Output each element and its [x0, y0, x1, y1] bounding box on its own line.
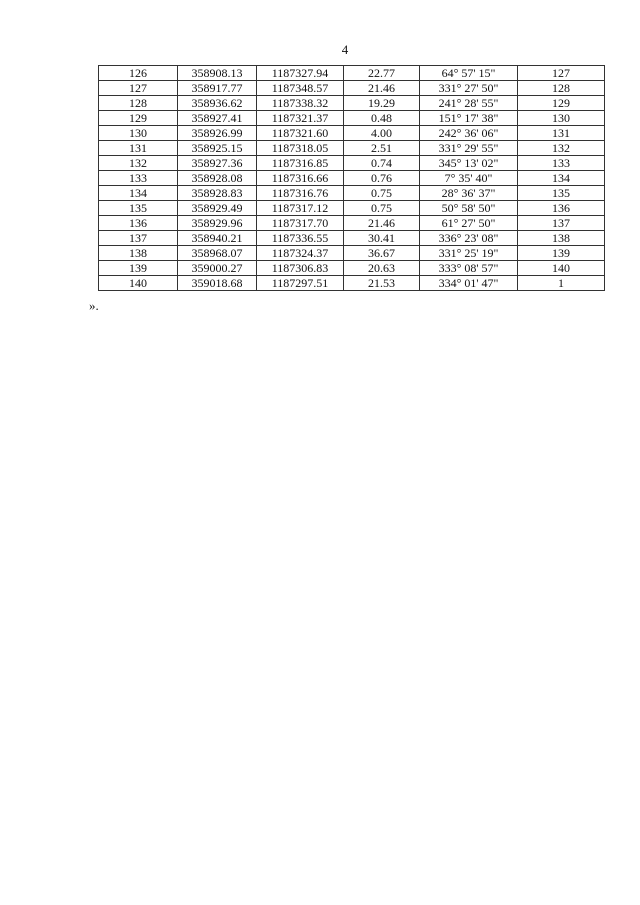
x-coordinate-cell: 358927.41 — [178, 111, 257, 126]
next-point-cell: 134 — [518, 171, 605, 186]
next-point-cell: 133 — [518, 156, 605, 171]
table-row — [99, 276, 605, 291]
y-coordinate-cell: 1187316.85 — [257, 156, 344, 171]
distance-cell: 0.75 — [344, 186, 420, 201]
next-point-cell: 130 — [518, 111, 605, 126]
y-coordinate-cell: 1187324.37 — [257, 246, 344, 261]
distance-cell: 22.77 — [344, 66, 420, 81]
y-coordinate-cell: 1187318.05 — [257, 141, 344, 156]
x-coordinate-cell: 358908.13 — [178, 66, 257, 81]
point-number-cell: 128 — [99, 96, 178, 111]
table-row — [99, 96, 605, 111]
next-point-cell: 135 — [518, 186, 605, 201]
x-coordinate-cell: 358925.15 — [178, 141, 257, 156]
table-row — [99, 126, 605, 141]
bearing-cell: 28° 36' 37" — [420, 186, 518, 201]
table-row — [99, 261, 605, 276]
point-number-cell: 132 — [99, 156, 178, 171]
next-point-cell: 129 — [518, 96, 605, 111]
bearing-cell: 334° 01' 47" — [420, 276, 518, 291]
bearing-cell: 50° 58' 50" — [420, 201, 518, 216]
y-coordinate-cell: 1187336.55 — [257, 231, 344, 246]
y-coordinate-cell: 1187327.94 — [257, 66, 344, 81]
point-number-cell: 136 — [99, 216, 178, 231]
y-coordinate-cell: 1187317.70 — [257, 216, 344, 231]
x-coordinate-cell: 358917.77 — [178, 81, 257, 96]
bearing-cell: 7° 35' 40" — [420, 171, 518, 186]
table-row — [99, 246, 605, 261]
x-coordinate-cell: 358928.83 — [178, 186, 257, 201]
next-point-cell: 131 — [518, 126, 605, 141]
point-number-cell: 137 — [99, 231, 178, 246]
y-coordinate-cell: 1187297.51 — [257, 276, 344, 291]
point-number-cell: 140 — [99, 276, 178, 291]
bearing-cell: 61° 27' 50" — [420, 216, 518, 231]
distance-cell: 20.63 — [344, 261, 420, 276]
distance-cell: 0.74 — [344, 156, 420, 171]
table-row — [99, 141, 605, 156]
x-coordinate-cell: 358929.96 — [178, 216, 257, 231]
coordinates-table-body — [99, 66, 605, 291]
y-coordinate-cell: 1187306.83 — [257, 261, 344, 276]
table-row — [99, 216, 605, 231]
next-point-cell: 128 — [518, 81, 605, 96]
table-row — [99, 186, 605, 201]
distance-cell: 21.53 — [344, 276, 420, 291]
table-row — [99, 156, 605, 171]
y-coordinate-cell: 1187317.12 — [257, 201, 344, 216]
next-point-cell: 132 — [518, 141, 605, 156]
next-point-cell: 138 — [518, 231, 605, 246]
point-number-cell: 139 — [99, 261, 178, 276]
x-coordinate-cell: 358927.36 — [178, 156, 257, 171]
distance-cell: 2.51 — [344, 141, 420, 156]
point-number-cell: 135 — [99, 201, 178, 216]
table-row — [99, 66, 605, 81]
next-point-cell: 136 — [518, 201, 605, 216]
bearing-cell: 331° 27' 50" — [420, 81, 518, 96]
point-number-cell: 126 — [99, 66, 178, 81]
point-number-cell: 138 — [99, 246, 178, 261]
distance-cell: 4.00 — [344, 126, 420, 141]
point-number-cell: 127 — [99, 81, 178, 96]
x-coordinate-cell: 358940.21 — [178, 231, 257, 246]
y-coordinate-cell: 1187348.57 — [257, 81, 344, 96]
closing-quote-mark: ». — [89, 298, 99, 313]
x-coordinate-cell: 358926.99 — [178, 126, 257, 141]
bearing-cell: 331° 29' 55" — [420, 141, 518, 156]
y-coordinate-cell: 1187316.76 — [257, 186, 344, 201]
bearing-cell: 64° 57' 15" — [420, 66, 518, 81]
table-row — [99, 81, 605, 96]
distance-cell: 0.76 — [344, 171, 420, 186]
x-coordinate-cell: 358929.49 — [178, 201, 257, 216]
y-coordinate-cell: 1187321.60 — [257, 126, 344, 141]
next-point-cell: 139 — [518, 246, 605, 261]
distance-cell: 0.75 — [344, 201, 420, 216]
next-point-cell: 1 — [518, 276, 605, 291]
coordinates-table — [98, 65, 605, 291]
x-coordinate-cell: 359018.68 — [178, 276, 257, 291]
table-row — [99, 201, 605, 216]
x-coordinate-cell: 358968.07 — [178, 246, 257, 261]
bearing-cell: 151° 17' 38" — [420, 111, 518, 126]
point-number-cell: 129 — [99, 111, 178, 126]
y-coordinate-cell: 1187321.37 — [257, 111, 344, 126]
distance-cell: 36.67 — [344, 246, 420, 261]
point-number-cell: 131 — [99, 141, 178, 156]
next-point-cell: 127 — [518, 66, 605, 81]
page-number: 4 — [341, 42, 349, 57]
bearing-cell: 345° 13' 02" — [420, 156, 518, 171]
bearing-cell: 331° 25' 19" — [420, 246, 518, 261]
table-row — [99, 111, 605, 126]
x-coordinate-cell: 359000.27 — [178, 261, 257, 276]
bearing-cell: 333° 08' 57" — [420, 261, 518, 276]
y-coordinate-cell: 1187338.32 — [257, 96, 344, 111]
point-number-cell: 130 — [99, 126, 178, 141]
point-number-cell: 133 — [99, 171, 178, 186]
y-coordinate-cell: 1187316.66 — [257, 171, 344, 186]
bearing-cell: 336° 23' 08" — [420, 231, 518, 246]
bearing-cell: 241° 28' 55" — [420, 96, 518, 111]
distance-cell: 19.29 — [344, 96, 420, 111]
bearing-cell: 242° 36' 06" — [420, 126, 518, 141]
table-row — [99, 171, 605, 186]
table-row — [99, 231, 605, 246]
distance-cell: 0.48 — [344, 111, 420, 126]
next-point-cell: 137 — [518, 216, 605, 231]
next-point-cell: 140 — [518, 261, 605, 276]
distance-cell: 30.41 — [344, 231, 420, 246]
distance-cell: 21.46 — [344, 81, 420, 96]
x-coordinate-cell: 358936.62 — [178, 96, 257, 111]
distance-cell: 21.46 — [344, 216, 420, 231]
x-coordinate-cell: 358928.08 — [178, 171, 257, 186]
point-number-cell: 134 — [99, 186, 178, 201]
